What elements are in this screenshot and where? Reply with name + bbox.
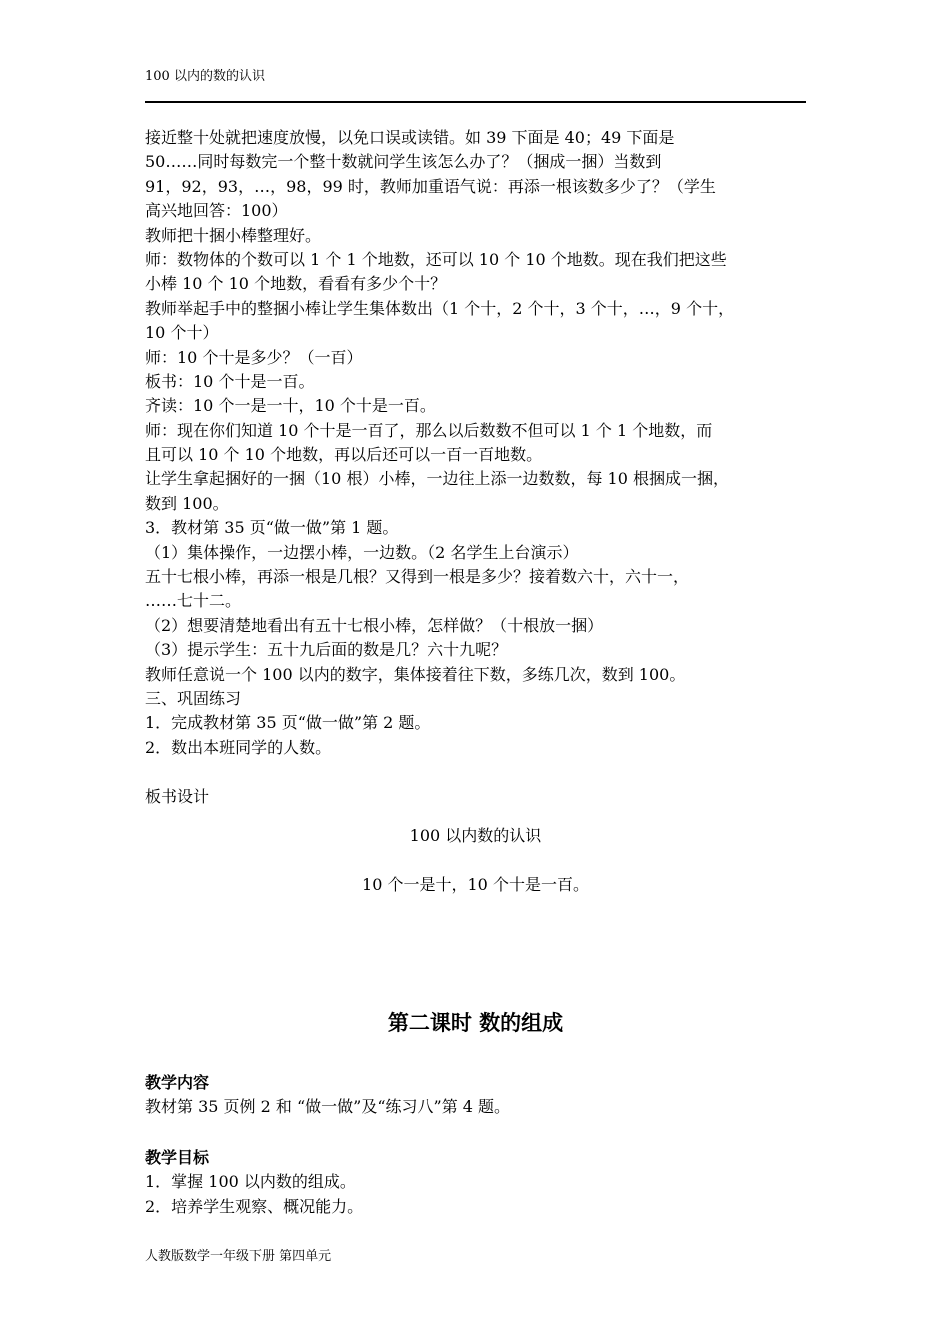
body-line: 教师举起手中的整捆小棒让学生集体数出（1 个十，2 个十，3 个十，…，9 个十， [145,298,735,318]
body-line: 高兴地回答：100） [145,201,288,221]
body-line: （1）集体操作，一边摆小棒，一边数。（2 名学生上台演示） [145,542,579,562]
body-line: 齐读：10 个一是一十，10 个十是一百。 [145,396,436,416]
body-line: （3）提示学生：五十九后面的数是几？六十九呢？ [145,640,508,660]
page-footer: 人教版数学一年级下册 第四单元 [145,1249,332,1264]
body-line: 且可以 10 个 10 个地数，再以后还可以一百一百地数。 [145,445,543,465]
body-line: 板书设计 [145,786,210,806]
body-line: 师：10 个十是多少？（一百） [145,347,363,367]
header-divider [145,101,806,103]
body-line: 1．完成教材第 35 页“做一做”第 2 题。 [145,713,431,733]
body-line: 教师把十捆小棒整理好。 [145,225,322,245]
body-line: 板书：10 个十是一百。 [145,371,315,391]
teaching-goal-item: 1．掌握 100 以内数的组成。 [145,1172,356,1192]
teaching-goals-heading: 教学目标 [145,1148,210,1167]
body-line: 教师任意说一个 100 以内的数字，集体接着往下数，多练几次，数到 100。 [145,664,686,684]
body-line: 小棒 10 个 10 个地数，看看有多少个十？ [145,274,447,294]
board-design-title: 100 以内数的认识 [409,826,542,845]
board-design-line: 10 个一是十，10 个十是一百。 [362,875,589,894]
body-line: 师：现在你们知道 10 个十是一百了，那么以后数数不但可以 1 个 1 个地数，而 [145,420,713,440]
body-line: 让学生拿起捆好的一捆（10 根）小棒，一边往上添一边数数，每 10 根捆成一捆， [145,469,729,489]
lesson-title: 第二课时 数的组成 [387,1010,564,1035]
body-line: 五十七根小棒，再添一根是几根？又得到一根是多少？接着数六十，六十一， [145,567,690,587]
teaching-goals-section [145,1146,806,1219]
teaching-content-text: 教材第 35 页例 2 和 “做一做”及“练习八”第 4 题。 [145,1097,511,1117]
body-text [145,126,815,809]
teaching-content-section [145,1071,806,1120]
body-line: ……七十二。 [145,591,242,611]
teaching-content-heading: 教学内容 [145,1073,210,1092]
body-line: 2．数出本班同学的人数。 [145,737,332,757]
page-header: 100 以内的数的认识 [145,69,265,84]
teaching-goal-item: 2．培养学生观察、概况能力。 [145,1196,364,1216]
body-line: 50……同时每数完一个整十数就问学生该怎么办了？（捆成一捆）当数到 [145,152,662,172]
body-line: 师：数物体的个数可以 1 个 1 个地数，还可以 10 个 10 个地数。现在我们把这些 [145,249,727,269]
body-line: 三、巩固练习 [145,688,242,708]
blank-line [145,760,815,784]
body-line: 10 个十） [145,323,219,343]
body-line: 接近整十处就把速度放慢，以免口误或读错。如 39 下面是 40；49 下面是 [145,128,675,147]
body-line: 3．教材第 35 页“做一做”第 1 题。 [145,518,399,538]
body-line: （2）想要清楚地看出有五十七根小棒，怎样做？（十根放一捆） [145,615,604,635]
body-line: 91，92，93，…，98，99 时，教师加重语气说：再添一根该数多少了？（学生 [145,176,716,196]
body-line: 数到 100。 [145,493,229,513]
